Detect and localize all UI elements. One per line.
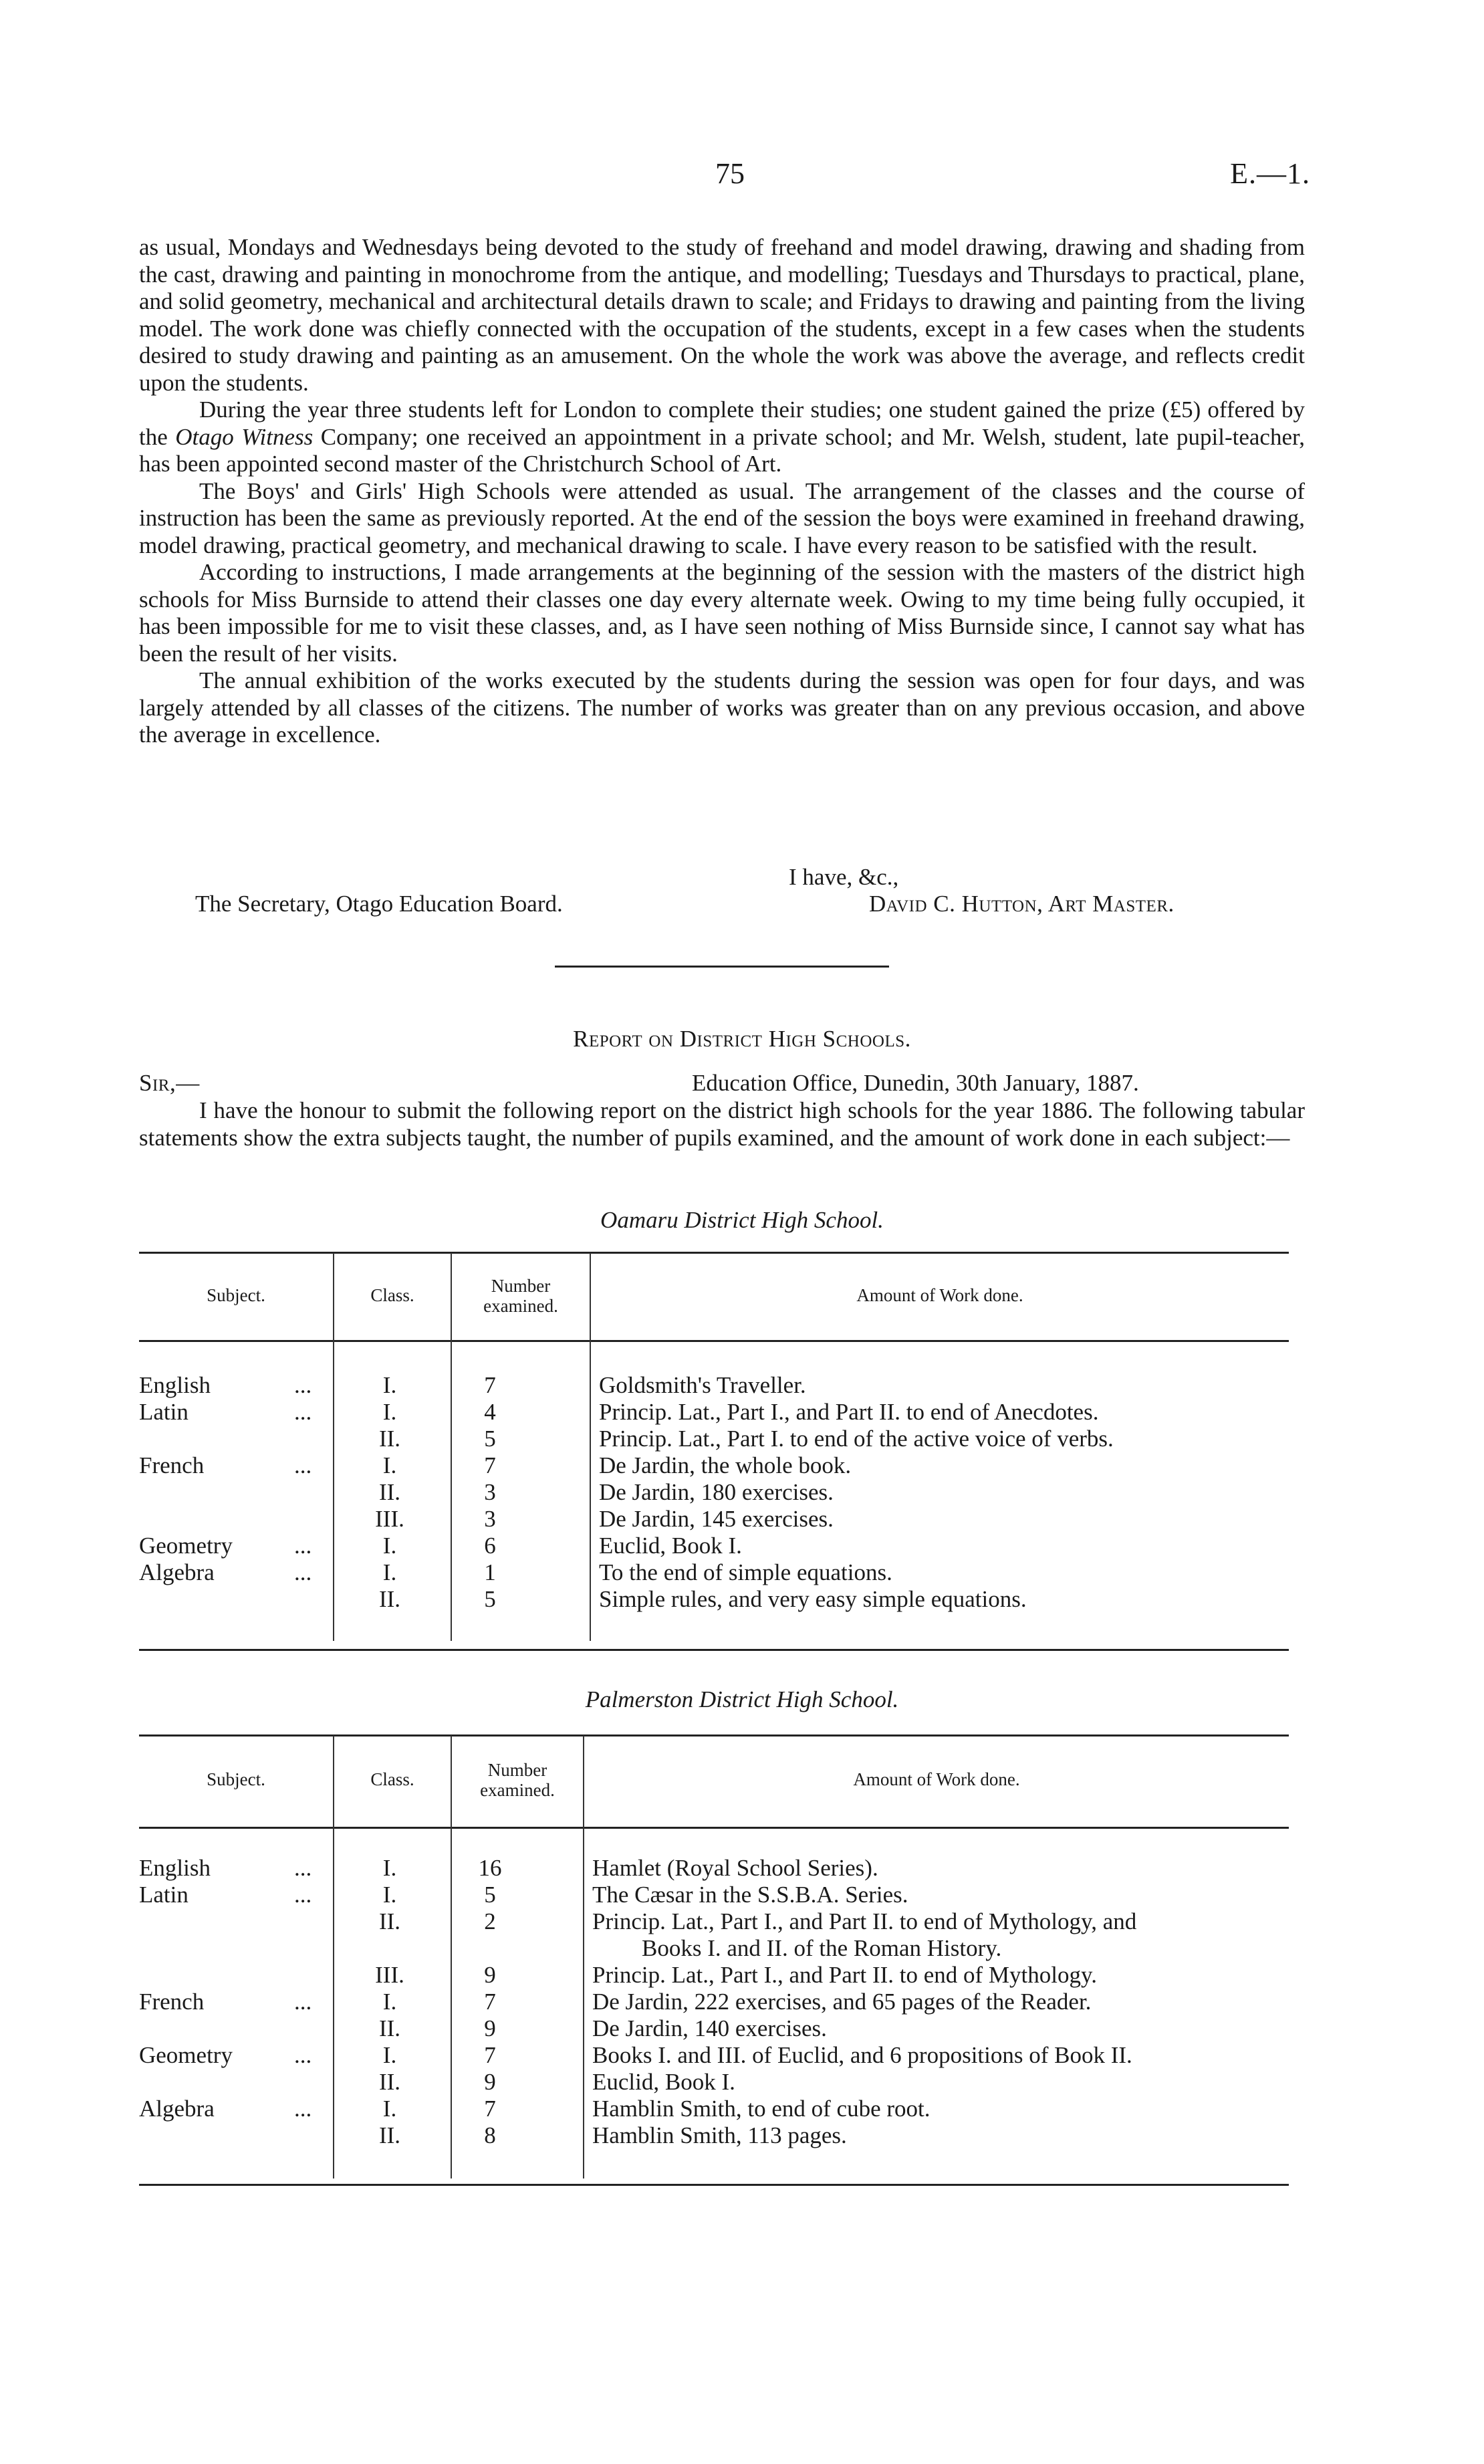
class-cell: I. — [382, 1452, 397, 1478]
number-cell: 3 — [484, 1479, 496, 1505]
class-cell: II. — [378, 2069, 401, 2095]
work-cell: Euclid, Book I. — [599, 1533, 742, 1559]
table-row — [139, 1559, 1289, 1586]
class-cell: I. — [382, 2096, 397, 2122]
leader-dots: ... — [294, 1882, 312, 1908]
salutation: Sir,— — [139, 1070, 200, 1096]
class-cell: II. — [378, 1426, 401, 1452]
palmerston-table-title: Palmerston District High School. — [585, 1686, 899, 1712]
paragraph-2-part-b: Company; one received an appointment in a private school; and Mr. Welsh, student, late pupil-teacher, has been appointed second master of the Christchurch School of Art. — [139, 423, 1306, 477]
class-cell: III. — [375, 1962, 404, 1988]
class-cell: I. — [382, 1533, 397, 1559]
subject-cell: Algebra — [139, 1559, 215, 1585]
table-row — [139, 1882, 1289, 1908]
table-row — [139, 1479, 1289, 1506]
work-cell: Hamblin Smith, 113 pages. — [592, 2122, 847, 2148]
class-cell: II. — [378, 2015, 401, 2041]
subject-cell: Latin — [139, 1399, 189, 1425]
table-top-rule — [139, 1734, 1289, 1737]
subject-cell: Geometry — [139, 2042, 233, 2068]
oamaru-table-title: Oamaru District High School. — [600, 1207, 884, 1233]
leader-dots: ... — [294, 1399, 312, 1425]
subject-cell: Latin — [139, 1882, 189, 1908]
header-number-line-1: Number — [487, 1760, 547, 1780]
header-class: Class. — [370, 1285, 414, 1305]
subject-cell: French — [139, 1989, 205, 2015]
work-cell: The Cæsar in the S.S.B.A. Series. — [592, 1882, 908, 1908]
table-row — [139, 1962, 1289, 1989]
work-cell: De Jardin, the whole book. — [599, 1452, 852, 1478]
paragraph-2-part-a: During the year three students left for London to complete their studies; one student gained the prize (£5) offered by the — [139, 397, 1305, 450]
header-number-line-2: examined. — [480, 1780, 555, 1800]
work-cell: Books I. and III. of Euclid, and 6 propositions of Book II. — [592, 2042, 1132, 2068]
header-class: Class. — [370, 1769, 414, 1789]
table-bottom-rule — [139, 2184, 1289, 2186]
number-cell: 9 — [484, 2015, 496, 2041]
work-cell: Simple rules, and very easy simple equations. — [599, 1586, 1027, 1612]
paragraph-4: According to instructions, I made arrangements at the beginning of the session with the masters of the district high schools for Miss Burnside to attend their classes one day every alternate week. Owing to my time being fully occupied, it has been impossible for me to visit these classes, and, as I have seen nothing of Miss Burnside since, I cannot say what has been the result of her visits. — [139, 559, 1305, 667]
class-cell: I. — [382, 1372, 397, 1398]
class-cell: II. — [378, 1586, 401, 1612]
header-number — [452, 1760, 583, 1800]
subject-cell: Algebra — [139, 2096, 215, 2122]
header-subject: Subject. — [207, 1769, 265, 1789]
work-cell: De Jardin, 180 exercises. — [599, 1479, 834, 1505]
number-cell: 7 — [484, 2096, 496, 2122]
work-cell: De Jardin, 145 exercises. — [599, 1506, 834, 1532]
leader-dots: ... — [294, 1559, 312, 1585]
class-cell: III. — [375, 1506, 404, 1532]
work-cell: To the end of simple equations. — [599, 1559, 892, 1585]
table-row — [139, 2069, 1289, 2096]
page-header — [134, 157, 1310, 201]
number-cell: 5 — [484, 1882, 496, 1908]
report-intro: I have the honour to submit the following report on the district high schools for the year 1886. The following tabular statements show the extra subjects taught, the number of pupils examined, and the amount of work done in each subject:— — [139, 1097, 1305, 1151]
subject-cell: English — [139, 1372, 211, 1398]
leader-dots: ... — [294, 1452, 312, 1478]
number-cell: 7 — [484, 2042, 496, 2068]
number-cell: 9 — [484, 2069, 496, 2095]
number-cell: 8 — [484, 2122, 496, 2148]
header-number-line-1: Number — [491, 1276, 551, 1296]
work-cell: Princip. Lat., Part I., and Part II. to end of Mythology, and — [592, 1908, 1137, 1934]
number-cell: 7 — [484, 1452, 496, 1478]
work-cell: Princip. Lat., Part I. to end of the active voice of verbs. — [599, 1426, 1114, 1452]
paragraph-2 — [139, 397, 1305, 478]
work-cell: De Jardin, 140 exercises. — [592, 2015, 827, 2041]
header-work: Amount of Work done. — [856, 1285, 1023, 1305]
leader-dots: ... — [294, 1372, 312, 1398]
work-cell: Goldsmith's Traveller. — [599, 1372, 806, 1398]
work-cell-continuation: Books I. and II. of the Roman History. — [642, 1935, 1002, 1961]
number-cell: 5 — [484, 1586, 496, 1612]
work-cell: Euclid, Book I. — [592, 2069, 735, 2095]
subject-cell: French — [139, 1452, 205, 1478]
work-cell: Hamblin Smith, to end of cube root. — [592, 2096, 931, 2122]
table-bottom-rule — [139, 1649, 1289, 1651]
class-cell: II. — [378, 1479, 401, 1505]
addressee: The Secretary, Otago Education Board. — [195, 891, 563, 917]
table-row — [139, 2096, 1289, 2122]
header-work: Amount of Work done. — [853, 1769, 1020, 1789]
table-row — [139, 2042, 1289, 2069]
dateline: Education Office, Dunedin, 30th January, 1887. — [692, 1070, 1139, 1096]
table-row — [139, 1426, 1289, 1452]
table-row — [139, 1935, 1289, 1962]
table-row — [139, 1372, 1289, 1399]
table-header-rule — [139, 1340, 1289, 1342]
number-cell: 16 — [478, 1855, 502, 1881]
document-reference: E.—1. — [1230, 157, 1310, 190]
class-cell: I. — [382, 1855, 397, 1881]
work-cell: De Jardin, 222 exercises, and 65 pages of the Reader. — [592, 1989, 1092, 2015]
leader-dots: ... — [294, 1989, 312, 2015]
header-number-line-2: examined. — [483, 1296, 558, 1316]
number-cell: 4 — [484, 1399, 496, 1425]
number-cell: 9 — [484, 1962, 496, 1988]
page-number: 75 — [715, 157, 745, 190]
header-number — [452, 1276, 590, 1316]
oamaru-table — [139, 1252, 1289, 1653]
table-row — [139, 1908, 1289, 1935]
work-cell: Princip. Lat., Part I., and Part II. to end of Anecdotes. — [599, 1399, 1099, 1425]
table-row — [139, 1533, 1289, 1559]
table-header-rule — [139, 1827, 1289, 1829]
number-cell: 6 — [484, 1533, 496, 1559]
number-cell: 2 — [484, 1908, 496, 1934]
class-cell: I. — [382, 1989, 397, 2015]
class-cell: I. — [382, 1399, 397, 1425]
closing-line: I have, &c., — [789, 864, 899, 890]
class-cell: II. — [378, 1908, 401, 1934]
number-cell: 5 — [484, 1426, 496, 1452]
paragraph-3: The Boys' and Girls' High Schools were attended as usual. The arrangement of the classes and the course of instruction has been the same as previously reported. At the end of the session the boys were examined in freehand drawing, model drawing, practical geometry, and mechanical drawing to scale. I have every reason to be satisfied with the result. — [139, 477, 1305, 558]
paragraph-1: as usual, Mondays and Wednesdays being devoted to the study of freehand and model drawing, drawing and shading from the cast, drawing and painting in monochrome from the antique, and modelling; Tuesdays and Thursdays to practical, plane, and solid geometry, mechanical and architectural details drawn to scale; and Fridays to drawing and painting from the living model. The work done was chiefly connected with the occupation of the students, except in a few cases when the students desired to study drawing and painting as an amusement. On the whole the work was above the average, and reflects credit upon the students. — [139, 234, 1305, 396]
subject-cell: English — [139, 1855, 211, 1881]
number-cell: 7 — [484, 1989, 496, 2015]
newspaper-name: Otago Witness — [175, 423, 314, 450]
leader-dots: ... — [294, 2096, 312, 2122]
class-cell: II. — [378, 2122, 401, 2148]
signature: David C. Hutton, Art Master. — [869, 891, 1174, 917]
number-cell: 3 — [484, 1506, 496, 1532]
report-title: Report on District High Schools. — [573, 1026, 911, 1052]
leader-dots: ... — [294, 1533, 312, 1559]
work-cell: Hamlet (Royal School Series). — [592, 1855, 878, 1881]
table-row — [139, 1989, 1289, 2015]
table-row — [139, 1399, 1289, 1426]
class-cell: I. — [382, 1559, 397, 1585]
table-row — [139, 2015, 1289, 2042]
work-cell: Princip. Lat., Part I., and Part II. to end of Mythology. — [592, 1962, 1097, 1988]
art-master-report-body — [139, 234, 1305, 749]
class-cell: I. — [382, 2042, 397, 2068]
number-cell: 1 — [484, 1559, 496, 1585]
table-row — [139, 1586, 1289, 1613]
section-divider — [555, 966, 889, 968]
leader-dots: ... — [294, 2042, 312, 2068]
subject-cell: Geometry — [139, 1533, 233, 1559]
palmerston-table — [139, 1734, 1289, 2189]
number-cell: 7 — [484, 1372, 496, 1398]
paragraph-5: The annual exhibition of the works executed by the students during the session was open for four days, and was largely attended by all classes of the citizens. The number of works was greater than on any previous occasion, and above the average in excellence. — [139, 667, 1305, 748]
table-row — [139, 1855, 1289, 1882]
table-row — [139, 2122, 1289, 2149]
table-row — [139, 1452, 1289, 1479]
leader-dots: ... — [294, 1855, 312, 1881]
class-cell: I. — [382, 1882, 397, 1908]
table-row — [139, 1506, 1289, 1533]
header-subject: Subject. — [207, 1285, 265, 1305]
table-top-rule — [139, 1252, 1289, 1254]
